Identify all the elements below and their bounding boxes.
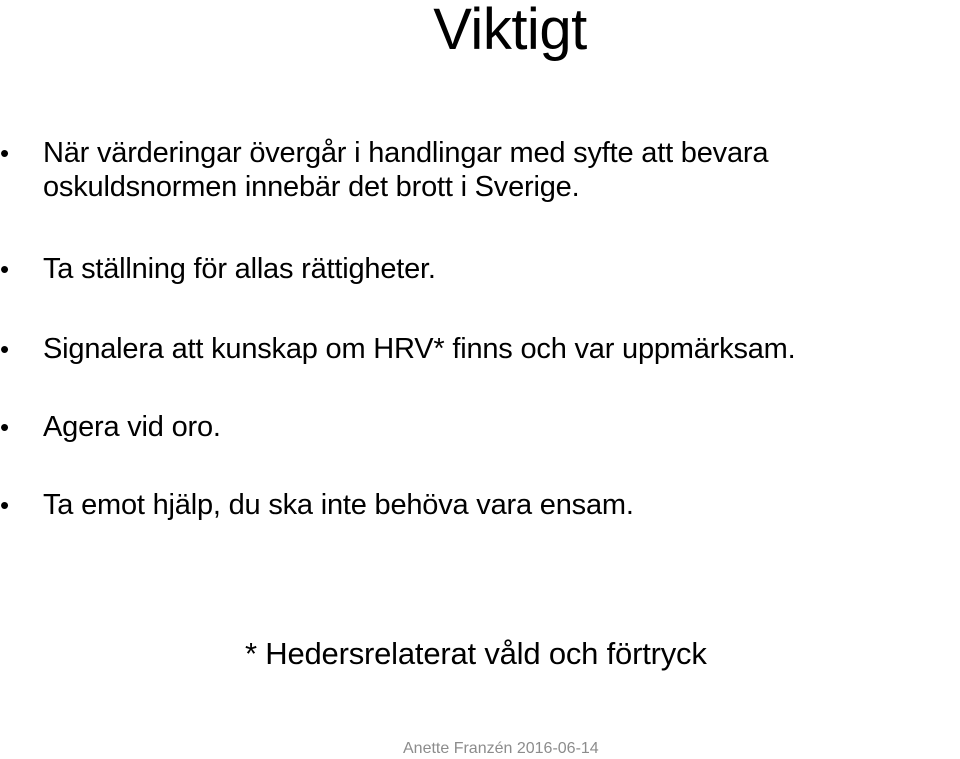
bullet-icon: • — [0, 334, 10, 364]
bullet-icon: • — [0, 138, 10, 168]
bullet-icon: • — [0, 254, 10, 284]
bullet-text: När värderingar övergår i handlingar med syfte att bevara oskuldsnormen innebär det brott i Sverige. — [43, 137, 769, 203]
bullet-text: Ta emot hjälp, du ska inte behöva vara ensam. — [43, 489, 634, 521]
bullet-text: Agera vid oro. — [43, 411, 221, 443]
bullet-text: Ta ställning för allas rättigheter. — [43, 253, 436, 285]
slide-title: Viktigt — [433, 0, 587, 62]
bullet-text: Signalera att kunskap om HRV* finns och var uppmärksam. — [43, 333, 796, 365]
footnote: * Hedersrelaterat våld och förtryck — [245, 636, 707, 671]
bullet-icon: • — [0, 412, 10, 442]
slide-footer: Anette Franzén 2016-06-14 — [403, 740, 599, 757]
bullet-icon: • — [0, 490, 10, 520]
